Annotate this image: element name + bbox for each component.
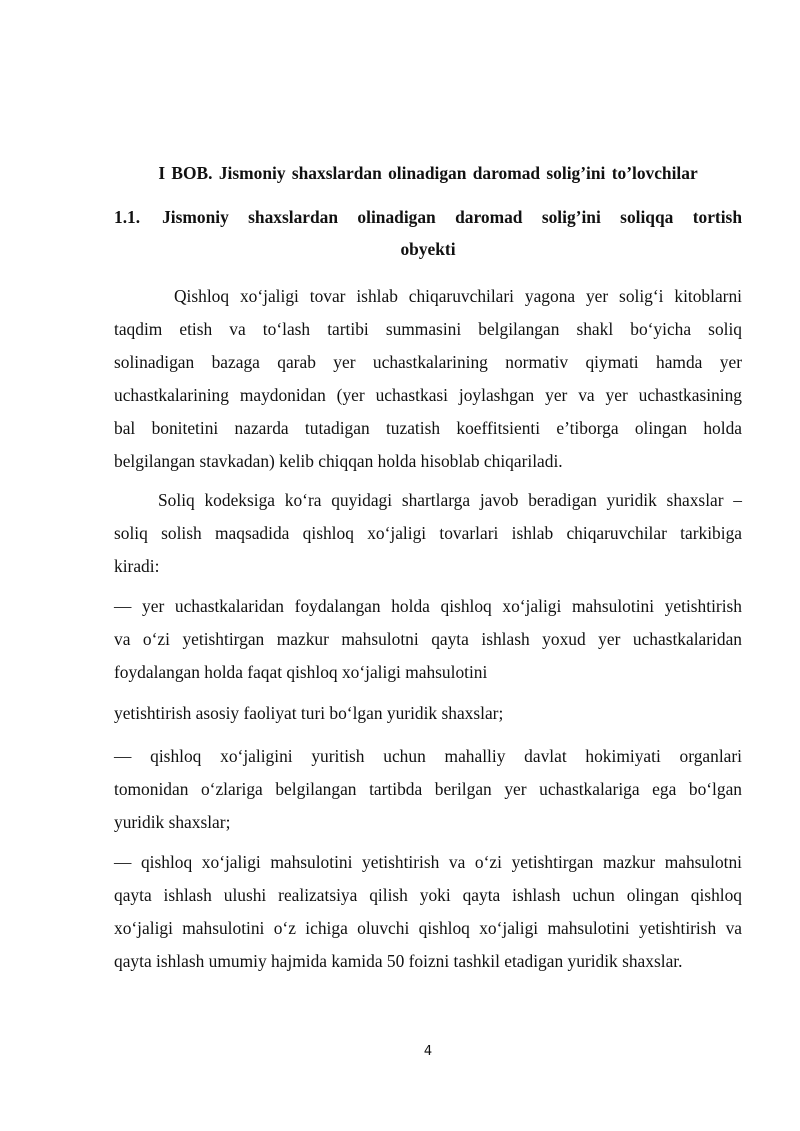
paragraph-line: yuridik shaxslar; [114, 812, 231, 832]
paragraph-line: taqdim etish va to‘lash tartibi summasini belgilangan shakl bo‘yicha soliq [114, 319, 742, 339]
paragraph-line: qayta ishlash ulushi realizatsiya qilish yoki qayta ishlash uchun olingan qishloq [114, 885, 742, 905]
chapter-heading-text: I BOB. Jismoniy shaxslardan olinadigan daromad solig’ini to’lovchilar [158, 163, 698, 183]
paragraph-line: bal bonitetini nazarda tutadigan tuzatish koeffitsienti e’tiborga olingan holda [114, 418, 742, 438]
list-item-1-continuation [114, 697, 742, 730]
page-number: 4 [423, 1044, 433, 1059]
paragraph-line: — qishloq xo‘jaligi mahsulotini yetishtirish va o‘zi yetishtirgan mazkur mahsulotni [114, 852, 742, 872]
section-number: 1.1. [114, 207, 141, 227]
paragraph-line: va o‘zi yetishtirgan mazkur mahsulotni qayta ishlash yoxud yer uchastkalaridan [114, 629, 742, 649]
paragraph-line: — qishloq xo‘jaligini yuritish uchun mahalliy davlat hokimiyati organlari [114, 746, 742, 766]
paragraph-line: foydalangan holda faqat qishloq xo‘jaligi mahsulotini [114, 662, 488, 682]
paragraph-line: Soliq kodeksiga ko‘ra quyidagi shartlarga javob beradigan yuridik shaxslar – [158, 490, 742, 510]
paragraph-line: xo‘jaligi mahsulotini o‘z ichiga oluvchi qishloq xo‘jaligi mahsulotini yetishtirish va [114, 918, 742, 938]
list-item-2 [114, 740, 742, 839]
paragraph-line: solinadigan bazaga qarab yer uchastkalarining normativ qiymati hamda yer [114, 352, 742, 372]
paragraph-line: qayta ishlash umumiy hajmida kamida 50 foizni tashkil etadigan yuridik shaxslar. [114, 951, 683, 971]
section-heading [114, 201, 742, 265]
paragraph-line: yetishtirish asosiy faoliyat turi bo‘lgan yuridik shaxslar; [114, 703, 504, 723]
section-heading-line-1 [114, 201, 742, 233]
paragraph-line: kiradi: [114, 556, 160, 576]
list-item-3 [114, 846, 742, 978]
list-item-1 [114, 590, 742, 689]
paragraph-line: soliq solish maqsadida qishloq xo‘jaligi tovarlari ishlab chiqaruvchilar tarkibiga [114, 523, 742, 543]
paragraph-1 [114, 280, 742, 478]
chapter-heading [114, 157, 742, 189]
paragraph-line: belgilangan stavkadan) kelib chiqqan holda hisoblab chiqariladi. [114, 451, 563, 471]
section-title-line-2: obyekti [400, 239, 456, 259]
paragraph-2 [114, 484, 742, 583]
paragraph-line: Qishloq xo‘jaligi tovar ishlab chiqaruvchilari yagona yer solig‘i kitoblarni [174, 286, 742, 306]
paragraph-line: uchastkalarining maydonidan (yer uchastkasi joylashgan yer va yer uchastkasining [114, 385, 742, 405]
paragraph-line: — yer uchastkalaridan foydalangan holda qishloq xo‘jaligi mahsulotini yetishtirish [114, 596, 742, 616]
section-title-line-1: Jismoniy shaxslardan olinadigan daromad solig’ini soliqqa tortish [162, 207, 742, 227]
paragraph-line: tomonidan o‘zlariga belgilangan tartibda berilgan yer uchastkalariga ega bo‘lgan [114, 779, 742, 799]
